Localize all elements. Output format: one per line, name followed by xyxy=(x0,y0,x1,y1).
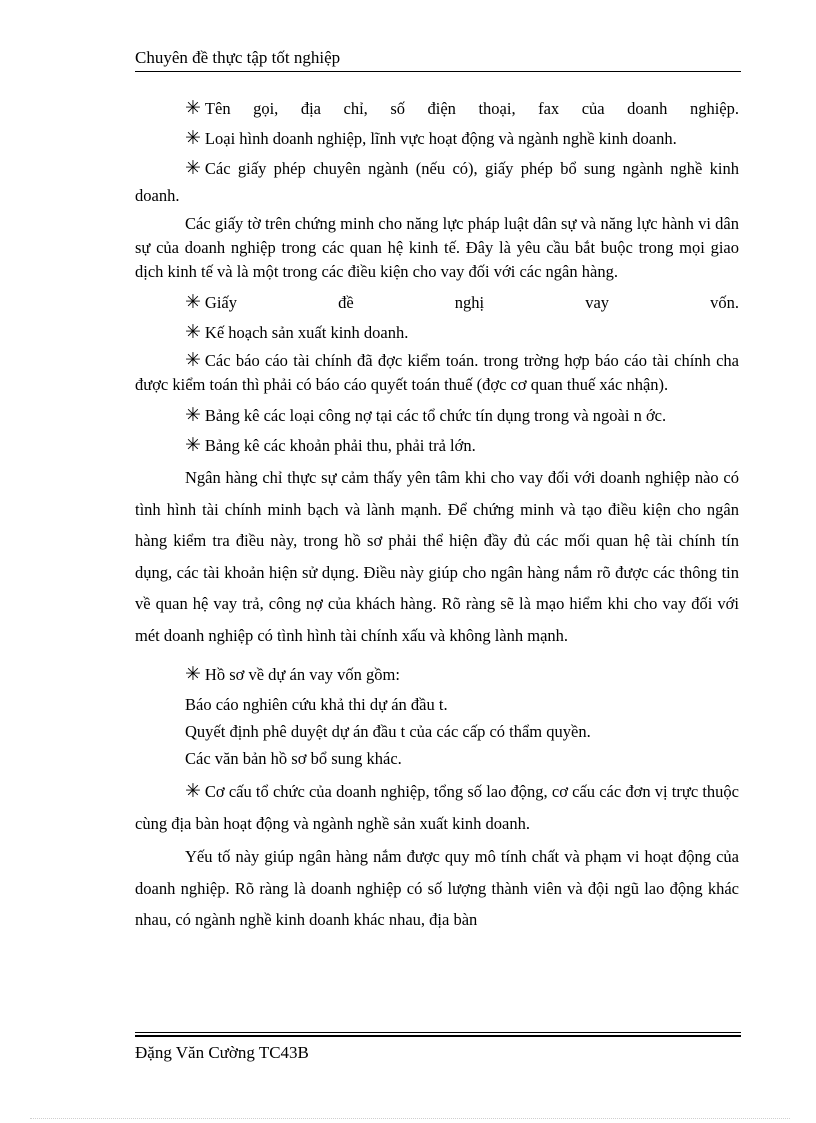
bullet-item: ✳ Các giấy phép chuyên ngành (nếu có), giấy phép bổ sung ngành nghề kinh doanh. xyxy=(135,158,739,205)
bullet-item: ✳ Kế hoạch sản xuất kinh doanh. xyxy=(185,322,409,343)
page-footer-author: Đặng Văn Cường TC43B xyxy=(135,1043,309,1062)
asterisk-icon: ✳ xyxy=(185,405,201,426)
bullet-item: ✳ Tên gọi, địa chỉ, số điện thoại, fax của doanh nghiệp. xyxy=(185,98,739,119)
bullet-item: ✳ Cơ cấu tổ chức của doanh nghiệp, tổng số lao động, cơ cấu các đơn vị trực thuộc cùng địa bàn hoạt động và ngành nghề sản xuất kinh doanh. xyxy=(135,781,739,833)
bullet-item: ✳ Hồ sơ về dự án vay vốn gồm: xyxy=(185,664,400,685)
bullet-item: ✳ Giấy đề nghị vay vốn. xyxy=(185,292,739,313)
bullet-item: ✳ Bảng kê các khoản phải thu, phải trả lớn. xyxy=(185,435,476,456)
asterisk-icon: ✳ xyxy=(185,350,201,371)
bullet-item: ✳ Bảng kê các loại công nợ tại các tổ chức tín dụng trong và ngoài n ớc. xyxy=(185,405,667,426)
asterisk-icon: ✳ xyxy=(185,98,201,119)
asterisk-icon: ✳ xyxy=(185,664,201,685)
paragraph: Yếu tố này giúp ngân hàng nắm được quy mô tính chất và phạm vi hoạt động của doanh nghiệp. Rõ ràng là doanh nghiệp có số lượng thành viên và đội ngũ lao động khác nhau, có ngành nghề kinh doanh khác nhau, địa bàn xyxy=(135,847,739,929)
asterisk-icon: ✳ xyxy=(185,128,201,149)
sub-item: Các văn bản hồ sơ bổ sung khác. xyxy=(185,749,402,768)
paragraph: Các giấy tờ trên chứng minh cho năng lực pháp luật dân sự và năng lực hành vi dân sự của doanh nghiệp trong các quan hệ kinh tế. Đây là yêu cầu bắt buộc trong mọi giao dịch kinh tế và là một trong các điều kiện cho vay đối với các ngân hàng. xyxy=(135,214,739,281)
sub-item: Quyết định phê duyệt dự án đầu t của các cấp có thẩm quyền. xyxy=(185,722,591,741)
asterisk-icon: ✳ xyxy=(185,158,201,179)
asterisk-icon: ✳ xyxy=(185,322,201,343)
bullet-item: ✳ Loại hình doanh nghiệp, lĩnh vực hoạt động và ngành nghề kinh doanh. xyxy=(185,128,677,149)
paragraph: Ngân hàng chỉ thực sự cảm thấy yên tâm khi cho vay đối với doanh nghiệp nào có tình hình tài chính minh bạch và lành mạnh. Để chứng minh và tạo điều kiện cho ngân hàng kiểm tra điều này, trong hồ sơ phải thể hiện đầy đủ các mối quan hệ tài chính tín dụng, các tài khoản hiện sử dụng. Điều này giúp cho ngân hàng nắm rõ được các thông tin về quan hệ vay trả, công nợ của khách hàng. Rõ ràng sẽ là mạo hiểm khi cho vay đối với mét doanh nghiệp có tình hình tài chính xấu và không lành mạnh. xyxy=(135,468,739,645)
asterisk-icon: ✳ xyxy=(185,435,201,456)
document-body xyxy=(135,95,739,936)
page-edge-dots xyxy=(30,1118,790,1119)
asterisk-icon: ✳ xyxy=(185,781,201,802)
sub-item: Báo cáo nghiên cứu khả thi dự án đầu t. xyxy=(185,695,448,714)
page-header-title: Chuyên đề thực tập tốt nghiệp xyxy=(135,48,341,67)
footer-rule xyxy=(135,1032,741,1033)
asterisk-icon: ✳ xyxy=(185,292,201,313)
bullet-item: ✳ Các báo cáo tài chính đã đợc kiểm toán. trong trờng hợp báo cáo tài chính cha được kiểm toán thì phải có báo cáo quyết toán thuế (đợc cơ quan thuế xác nhận). xyxy=(135,350,739,394)
footer-rule-thick xyxy=(135,1035,741,1037)
header-rule xyxy=(135,71,741,72)
